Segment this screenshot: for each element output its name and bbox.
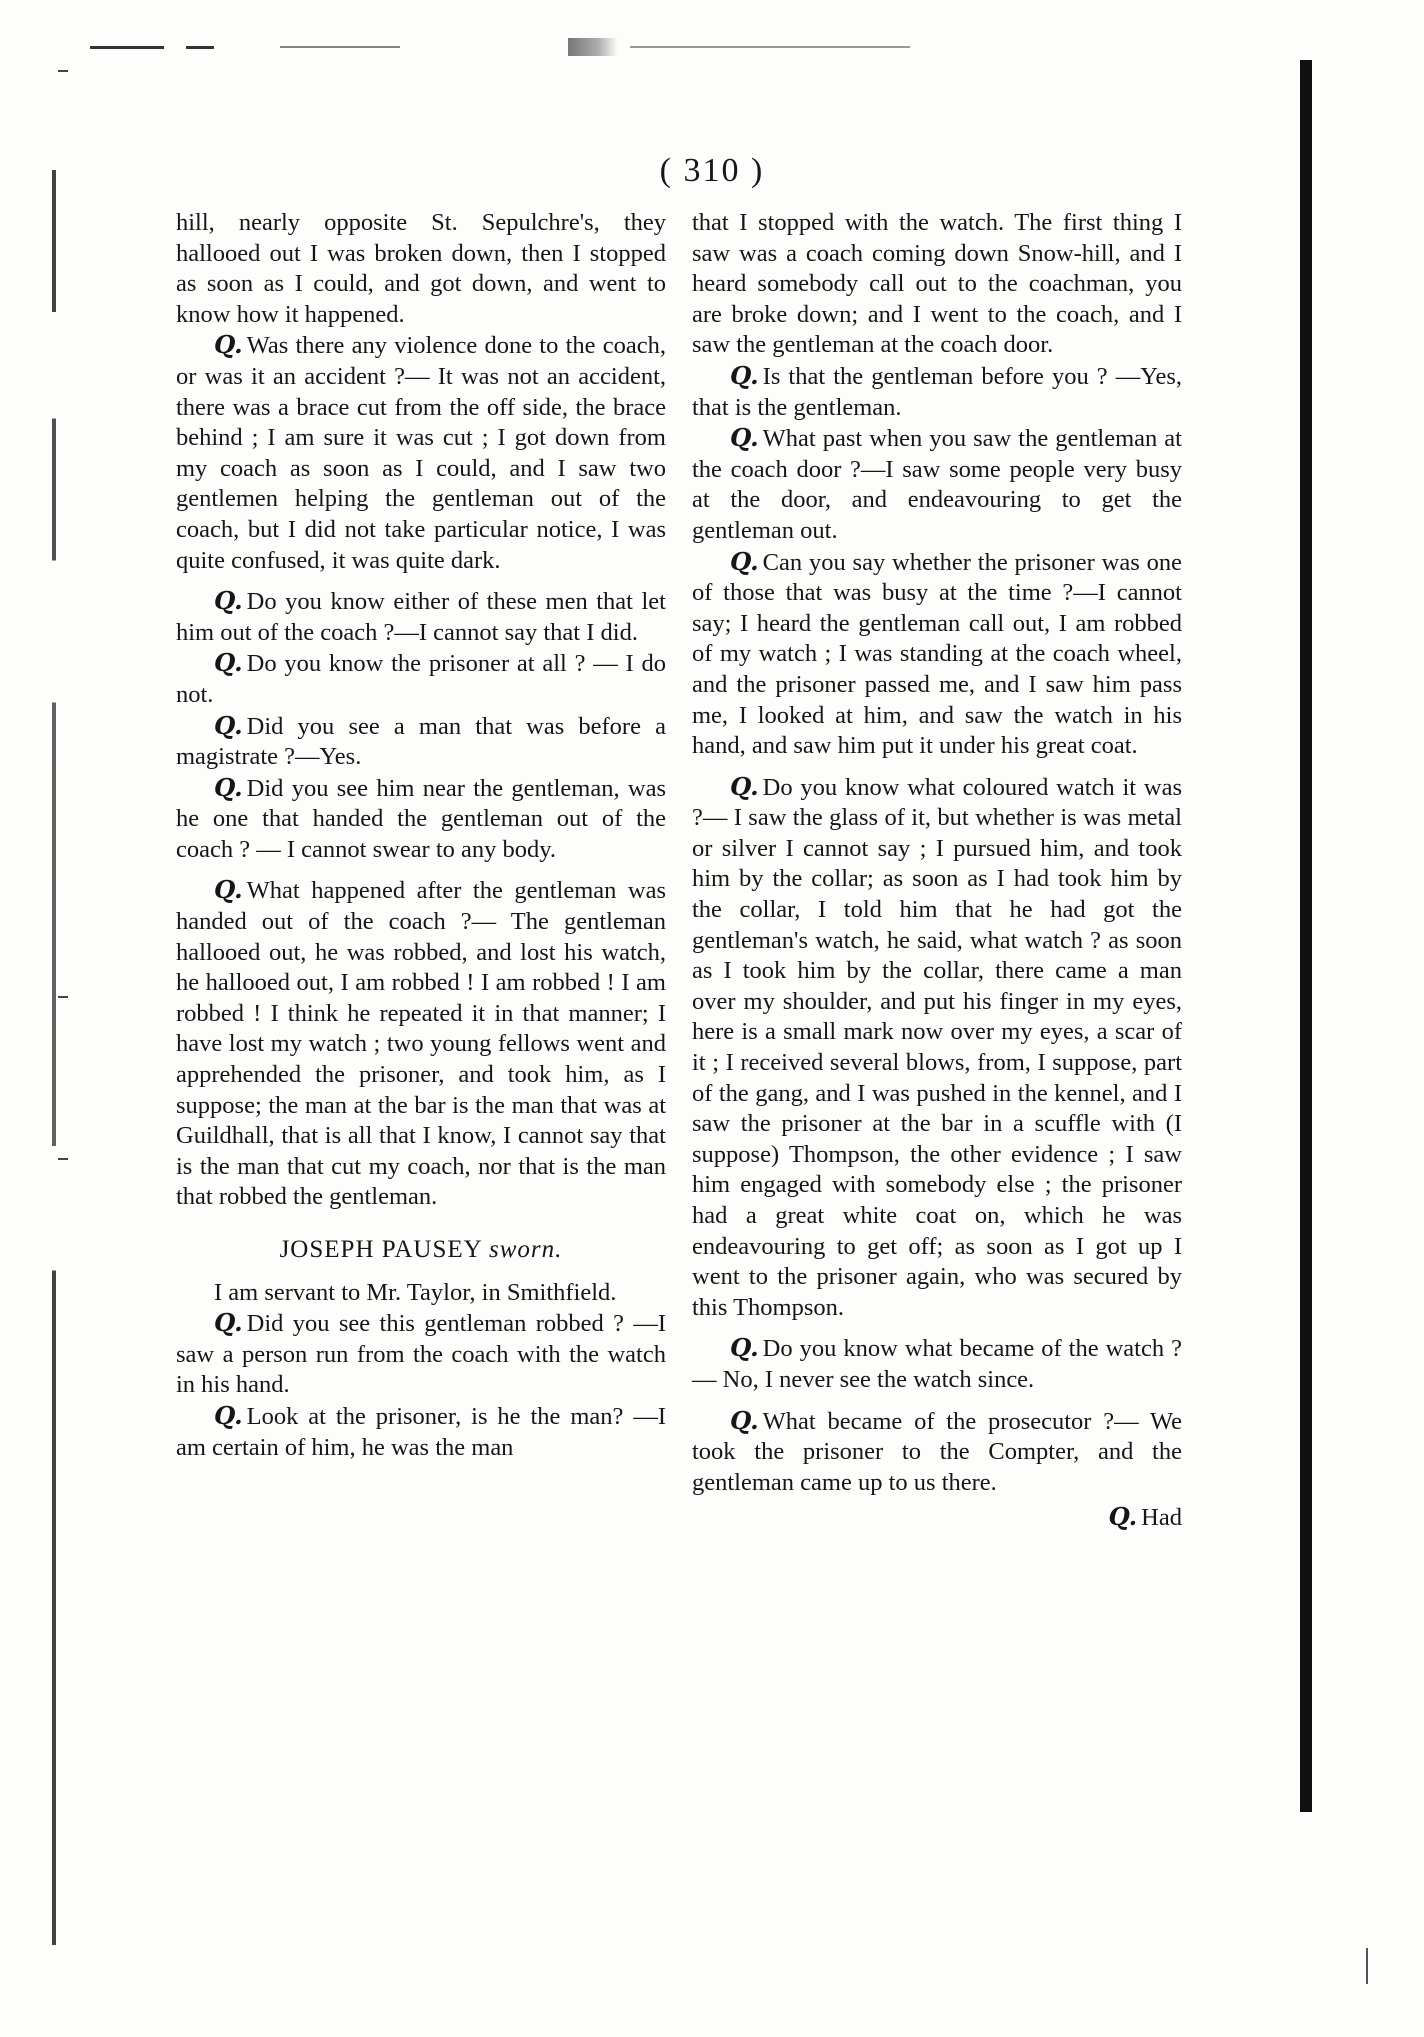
question-mark: Q. <box>214 648 243 678</box>
header-mark <box>90 46 164 49</box>
question-paragraph <box>176 1308 666 1401</box>
right-binding-edge <box>1300 60 1312 1812</box>
paragraph-text: Did you see him near the gentleman, was he one that handed the gentleman out of the coach ? — I cannot swear to any body. <box>176 774 666 863</box>
paragraph-text: Did you see a man that was before a magistrate ?—Yes. <box>176 712 666 771</box>
paragraph-text: Do you know the prisoner at all ? — I do not. <box>176 650 666 708</box>
question-paragraph <box>692 547 1182 762</box>
question-mark: Q. <box>214 1308 243 1338</box>
question-paragraph <box>692 772 1182 1324</box>
left-binding-edge <box>52 170 56 1945</box>
paragraph: I am servant to Mr. Taylor, in Smithfield. <box>214 1278 617 1306</box>
question-paragraph <box>176 586 666 648</box>
catchword-text: Had <box>1141 1504 1182 1532</box>
paragraph-text: What happened after the gentleman was handed out of the coach ?— The gentleman hallooed out, he was robbed, and lost his watch, he hallooed out, I am robbed ! I am robbed ! I am robbed ! I think he repeated it in that manner; I have lost my watch ; two young fellows went and apprehended the prisoner, and took him, as I suppose; the man at the bar is the man that was at Guildhall, that is all that I know, I cannot say that is the man that cut my coach, nor that is the man that robbed the gentleman. <box>176 877 666 1211</box>
question-mark: Q. <box>214 586 243 616</box>
left-edge-tick <box>58 70 68 72</box>
header-mark <box>280 46 400 48</box>
question-mark: Q. <box>1108 1502 1138 1532</box>
header-mark <box>630 46 910 48</box>
question-mark: Q. <box>730 546 759 576</box>
question-paragraph <box>176 875 666 1213</box>
paragraph: hill, nearly opposite St. Sepulchre's, they hallooed out I was broken down, then I stopped as soon as I could, and got down, and went to know how it happened. <box>176 209 666 328</box>
paragraph-text: Look at the prisoner, is he the man? —I am certain of him, he was the man <box>176 1402 666 1461</box>
paragraph-text: What became of the prosecutor ?— We took the prisoner to the Compter, and the gentleman came up to us there. <box>692 1407 1182 1496</box>
question-paragraph <box>176 773 666 866</box>
question-paragraph <box>176 711 666 773</box>
question-paragraph <box>692 361 1182 423</box>
witness-sworn: sworn. <box>489 1236 563 1263</box>
question-mark: Q. <box>214 330 243 360</box>
left-column <box>176 208 666 1463</box>
catchword <box>692 1502 1182 1534</box>
question-paragraph <box>176 1401 666 1463</box>
witness-name: JOSEPH PAUSEY <box>279 1236 482 1263</box>
left-edge-tick <box>58 996 68 998</box>
paragraph-text: What past when you saw the gentleman at the coach door ?—I saw some people very busy at the door, and endeavouring to get the gentleman out. <box>692 425 1182 544</box>
page-number: ( 310 ) <box>659 152 765 189</box>
paragraph-text: Do you know either of these men that let him out of the coach ?—I cannot say that I did. <box>176 588 666 646</box>
question-paragraph <box>176 648 666 710</box>
paragraph-text: Did you see this gentleman robbed ? —I saw a person run from the coach with the watch in his hand. <box>176 1310 666 1399</box>
question-mark: Q. <box>214 710 243 740</box>
question-mark: Q. <box>730 1333 759 1363</box>
scan-header-marks <box>90 38 930 54</box>
witness-heading <box>176 1235 666 1266</box>
question-mark: Q. <box>730 423 759 453</box>
question-mark: Q. <box>214 1400 243 1430</box>
paragraph-text: Was there any violence done to the coach, or was it an accident ?— It was not an accident, there was a brace cut from the off side, the brace behind ; I am sure it was cut ; I got down from my coach as soon as I could, and I saw two gentlemen helping the gentleman out of the coach, but I did not take particular notice, I was quite confused, it was quite dark. <box>176 332 666 574</box>
question-mark: Q. <box>730 360 759 390</box>
question-paragraph <box>692 423 1182 546</box>
question-paragraph <box>176 330 666 576</box>
question-mark: Q. <box>214 772 243 802</box>
question-mark: Q. <box>730 1405 759 1435</box>
left-edge-tick <box>58 1158 68 1160</box>
paragraph-text: Do you know what coloured watch it was ?— I saw the glass of it, but whether is was metal or silver I cannot say ; I pursued him, and took him by the collar; as soon as I had took him by the collar, I told him that he had got the gentleman's watch, he said, what watch ? as soon as I took him by the collar, there came a man over my shoulder, and put his finger in my eyes, here is a small mark now over my eyes, a scar of it ; I received several blows, from, I suppose, part of the gang, and I was pushed in the kennel, and I saw the prisoner at the bar in a scuffle with (I suppose) Thompson, the other evidence ; I saw him engaged with somebody else ; the prisoner had a great white coat on, which he was endeavouring to get off; as soon as I got up I went to the prisoner again, who was secured by this Thompson. <box>692 773 1182 1321</box>
header-mark <box>186 46 214 49</box>
paragraph-text: Can you say whether the prisoner was one of those that was busy at the time ?—I cannot say; I heard the gentleman call out, I am robbed of my watch ; I was standing at the coach wheel, and the prisoner passed me, and I saw him pass me, I looked at him, and saw the watch in his hand, and saw him put it under his great coat. <box>692 548 1182 760</box>
header-smudge <box>568 38 618 56</box>
question-mark: Q. <box>214 875 243 905</box>
corner-mark <box>1366 1948 1368 1984</box>
paragraph: that I stopped with the watch. The first thing I saw was a coach coming down Snow-hill, and I heard somebody call out to the coachman, you are broke down; and I went to the coach, and I saw the gentleman at the coach door. <box>692 209 1182 359</box>
paragraph-text: Do you know what became of the watch ? — No, I never see the watch since. <box>692 1335 1182 1393</box>
question-paragraph <box>692 1406 1182 1499</box>
question-mark: Q. <box>730 771 759 801</box>
question-paragraph <box>692 1333 1182 1395</box>
right-column <box>692 208 1182 1534</box>
paragraph-text: Is that the gentleman before you ? —Yes, that is the gentleman. <box>692 362 1182 421</box>
